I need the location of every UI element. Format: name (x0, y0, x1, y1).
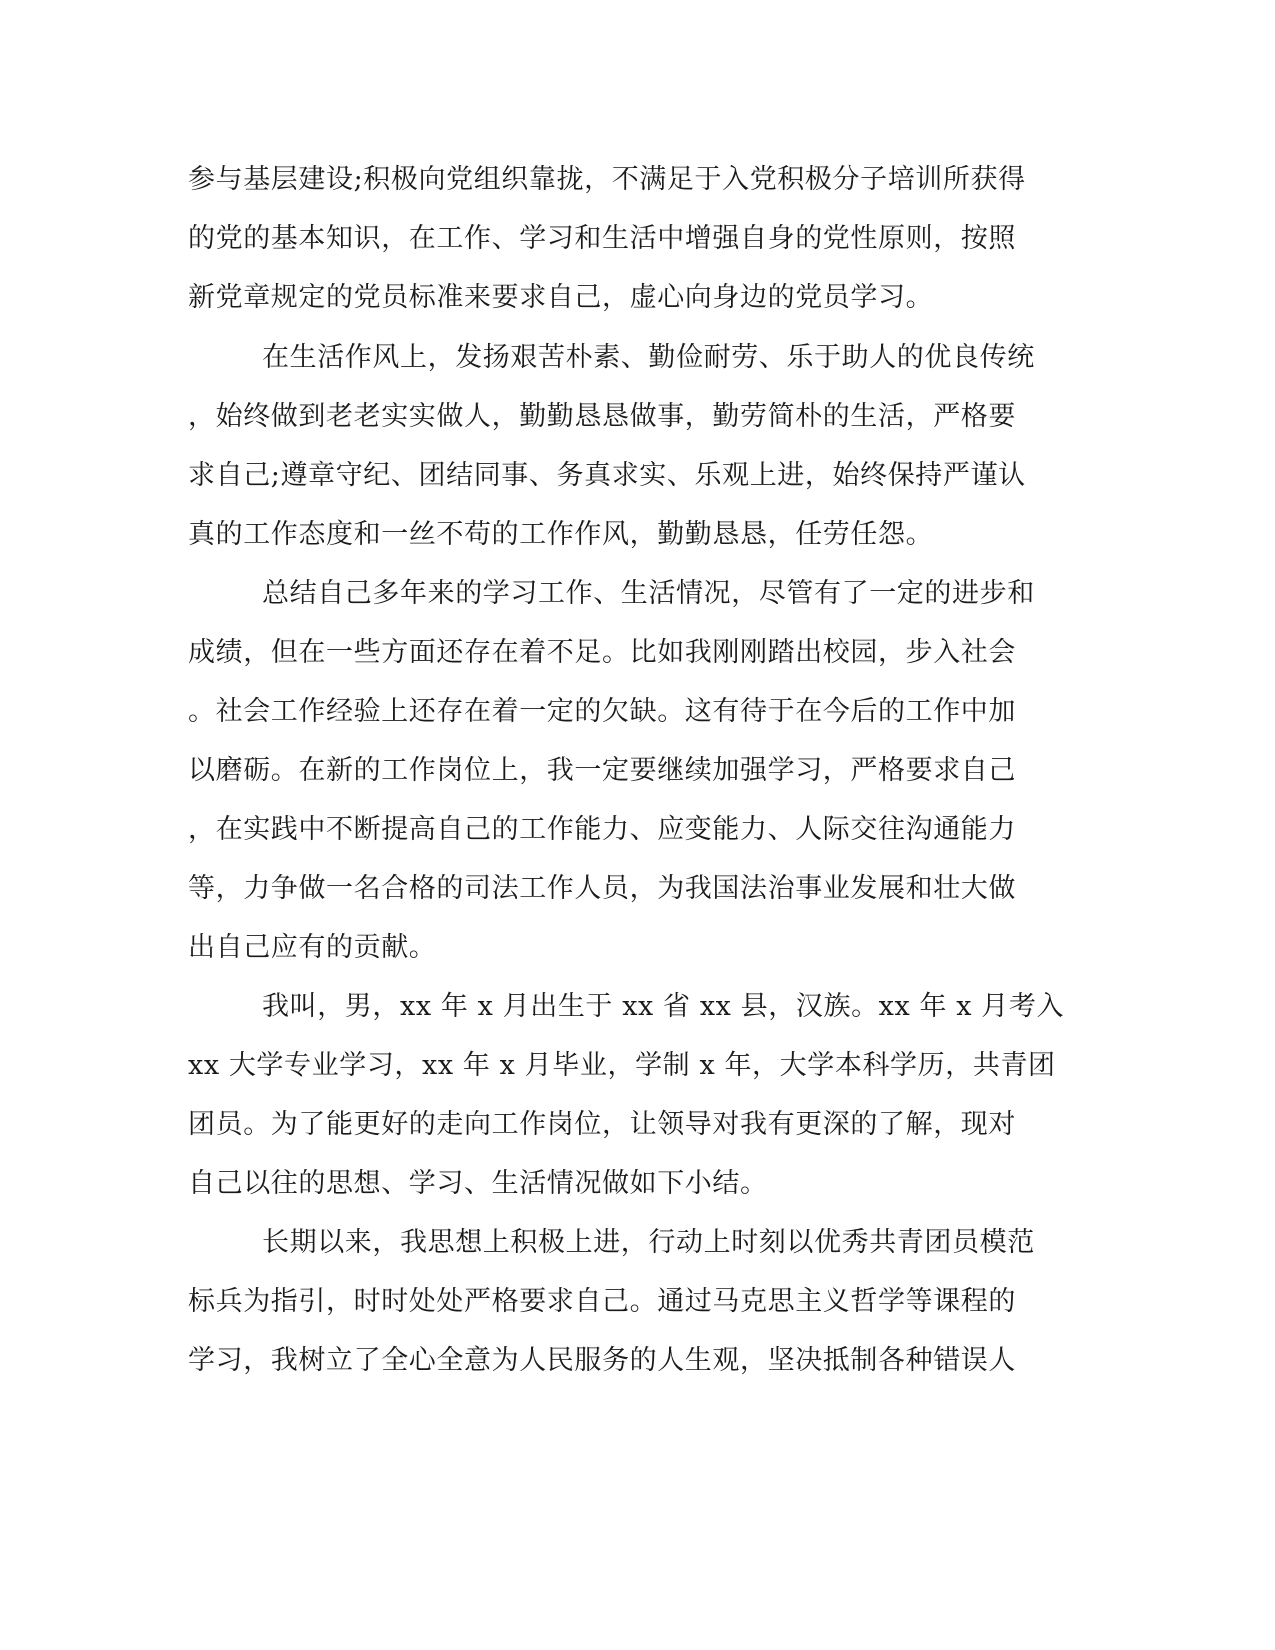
text-line: 学习，我树立了全心全意为人民服务的人生观，坚决抵制各种错误人 (188, 1345, 1016, 1376)
paragraph-first-line: 总结自己多年来的学习工作、生活情况，尽管有了一定的进步和 (262, 578, 1035, 609)
text-line: 以磨砺。在新的工作岗位上，我一定要继续加强学习，严格要求自己 (188, 755, 1016, 786)
text-line: 新党章规定的党员标准来要求自己，虚心向身边的党员学习。 (188, 282, 934, 313)
text-line: 自己以往的思想、学习、生活情况做如下小结。 (188, 1168, 768, 1199)
text-line: 成绩，但在一些方面还存在着不足。比如我刚刚踏出校园，步入社会 (188, 637, 1016, 668)
text-line: xx 大学专业学习，xx 年 x 月毕业，学制 x 年，大学本科学历，共青团 (188, 1050, 1056, 1081)
text-line: 标兵为指引，时时处处严格要求自己。通过马克思主义哲学等课程的 (188, 1286, 1016, 1317)
text-line: ，始终做到老老实实做人，勤勤恳恳做事，勤劳简朴的生活，严格要 (188, 401, 1016, 432)
text-line: 参与基层建设;积极向党组织靠拢，不满足于入党积极分子培训所获得 (188, 164, 1026, 195)
paragraph-first-line: 在生活作风上，发扬艰苦朴素、勤俭耐劳、乐于助人的优良传统 (262, 342, 1035, 373)
text-line: 真的工作态度和一丝不苟的工作作风，勤勤恳恳，任劳任怨。 (188, 519, 934, 550)
text-line: 求自己;遵章守纪、团结同事、务真求实、乐观上进，始终保持严谨认 (188, 460, 1026, 491)
text-line: 。社会工作经验上还存在着一定的欠缺。这有待于在今后的工作中加 (188, 696, 1016, 727)
paragraph-first-line: 我叫，男，xx 年 x 月出生于 xx 省 xx 县，汉族。xx 年 x 月考入 (262, 991, 1065, 1022)
text-line: 出自己应有的贡献。 (188, 932, 437, 963)
paragraph-first-line: 长期以来，我思想上积极上进，行动上时刻以优秀共青团员模范 (262, 1227, 1035, 1258)
text-line: 的党的基本知识，在工作、学习和生活中增强自身的党性原则，按照 (188, 223, 1016, 254)
text-line: 团员。为了能更好的走向工作岗位，让领导对我有更深的了解，现对 (188, 1109, 1016, 1140)
text-line: ，在实践中不断提高自己的工作能力、应变能力、人际交往沟通能力 (188, 814, 1016, 845)
text-line: 等，力争做一名合格的司法工作人员，为我国法治事业发展和壮大做 (188, 873, 1016, 904)
